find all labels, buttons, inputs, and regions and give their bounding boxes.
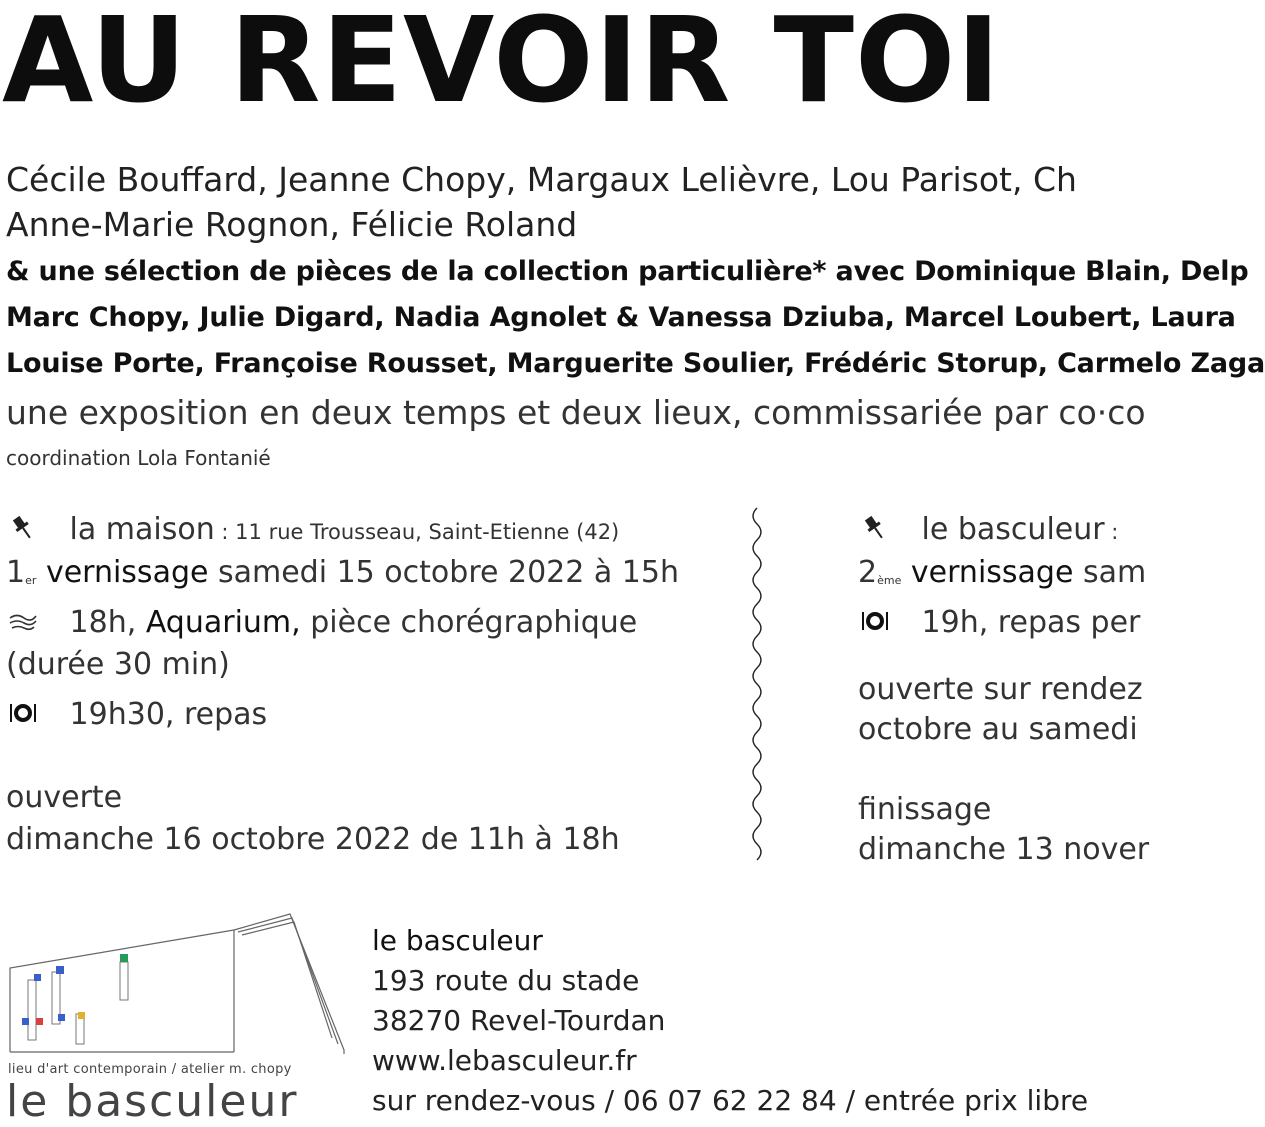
right-vernissage xyxy=(858,555,1146,590)
perf-duration: (durée 30 min) xyxy=(6,647,230,682)
right-vernissage-num: 2 xyxy=(858,555,878,590)
logo-tagline: lieu d'art contemporain / atelier m. chopy xyxy=(8,1062,292,1077)
pushpin-icon xyxy=(860,513,890,543)
left-meal-text: 19h30, repas xyxy=(69,697,268,732)
right-place-name: le basculeur xyxy=(921,512,1105,547)
contact-website-link[interactable]: www.lebasculeur.fr xyxy=(372,1044,637,1077)
left-place-address: : 11 rue Trousseau, Saint-Etienne (42) xyxy=(214,520,620,544)
coordination: coordination Lola Fontanié xyxy=(6,446,271,470)
exhibition-title: AU REVOIR TOI xyxy=(2,0,1002,129)
left-meal xyxy=(8,697,267,732)
plate-cutlery-icon xyxy=(8,698,38,728)
contact-street: 193 route du stade xyxy=(372,964,640,997)
dance-icon xyxy=(8,606,38,636)
left-vernissage-num: 1 xyxy=(6,555,26,590)
plate-cutlery-icon xyxy=(860,606,890,636)
selection-line-1: & une sélection de pièces de la collection particulière* avec Dominique Blain, Delp xyxy=(6,256,1249,287)
left-open-date: dimanche 16 octobre 2022 de 11h à 18h xyxy=(6,822,620,857)
left-vernissage xyxy=(6,555,679,590)
left-vernissage-sup: er xyxy=(25,574,37,587)
pushpin-icon xyxy=(8,513,38,543)
perf-desc: pièce chorégraphique xyxy=(300,605,638,640)
selection-line-2: Marc Chopy, Julie Digard, Nadia Agnolet & Vanessa Dziuba, Marcel Loubert, Laura xyxy=(6,302,1236,333)
right-place-address: : xyxy=(1104,520,1119,544)
right-meal xyxy=(860,605,1140,640)
left-vernissage-word: vernissage xyxy=(45,555,209,590)
selection-line-3: Louise Porte, Françoise Rousset, Marguerite Soulier, Frédéric Storup, Carmelo Zaga xyxy=(6,348,1265,379)
right-vernissage-word: vernissage xyxy=(910,555,1074,590)
wavy-divider xyxy=(740,508,776,864)
artists-line-2: Anne-Marie Rognon, Félicie Roland xyxy=(6,205,578,244)
right-open-line-1: ouverte sur rendez xyxy=(858,672,1143,707)
left-open-label: ouverte xyxy=(6,780,123,815)
right-meal-text: 19h, repas per xyxy=(921,605,1141,640)
left-place-line xyxy=(8,512,619,547)
right-place-line xyxy=(860,512,1118,547)
right-vernissage-sup: ème xyxy=(877,574,902,587)
left-performance xyxy=(8,605,637,640)
intro-text: une exposition en deux temps et deux lieux, commissariée par co·co xyxy=(6,393,1146,432)
right-vernissage-date: sam xyxy=(1073,555,1147,590)
basculeur-building-logo xyxy=(6,910,346,1060)
perf-name: Aquarium, xyxy=(145,605,301,640)
left-place-name: la maison xyxy=(69,512,215,547)
contact-info: sur rendez-vous / 06 07 62 22 84 / entrée prix libre xyxy=(372,1084,1089,1117)
left-vernissage-date: samedi 15 octobre 2022 à 15h xyxy=(208,555,679,590)
right-open-line-2: octobre au samedi xyxy=(858,712,1138,747)
contact-city: 38270 Revel-Tourdan xyxy=(372,1004,666,1037)
contact-name: le basculeur xyxy=(372,924,543,957)
right-finissage-label: finissage xyxy=(858,792,992,827)
right-finissage-date: dimanche 13 nover xyxy=(858,832,1150,867)
logo-name: le basculeur xyxy=(6,1076,299,1127)
perf-time: 18h, xyxy=(69,605,146,640)
artists-line-1: Cécile Bouffard, Jeanne Chopy, Margaux Lelièvre, Lou Parisot, Ch xyxy=(6,160,1077,199)
